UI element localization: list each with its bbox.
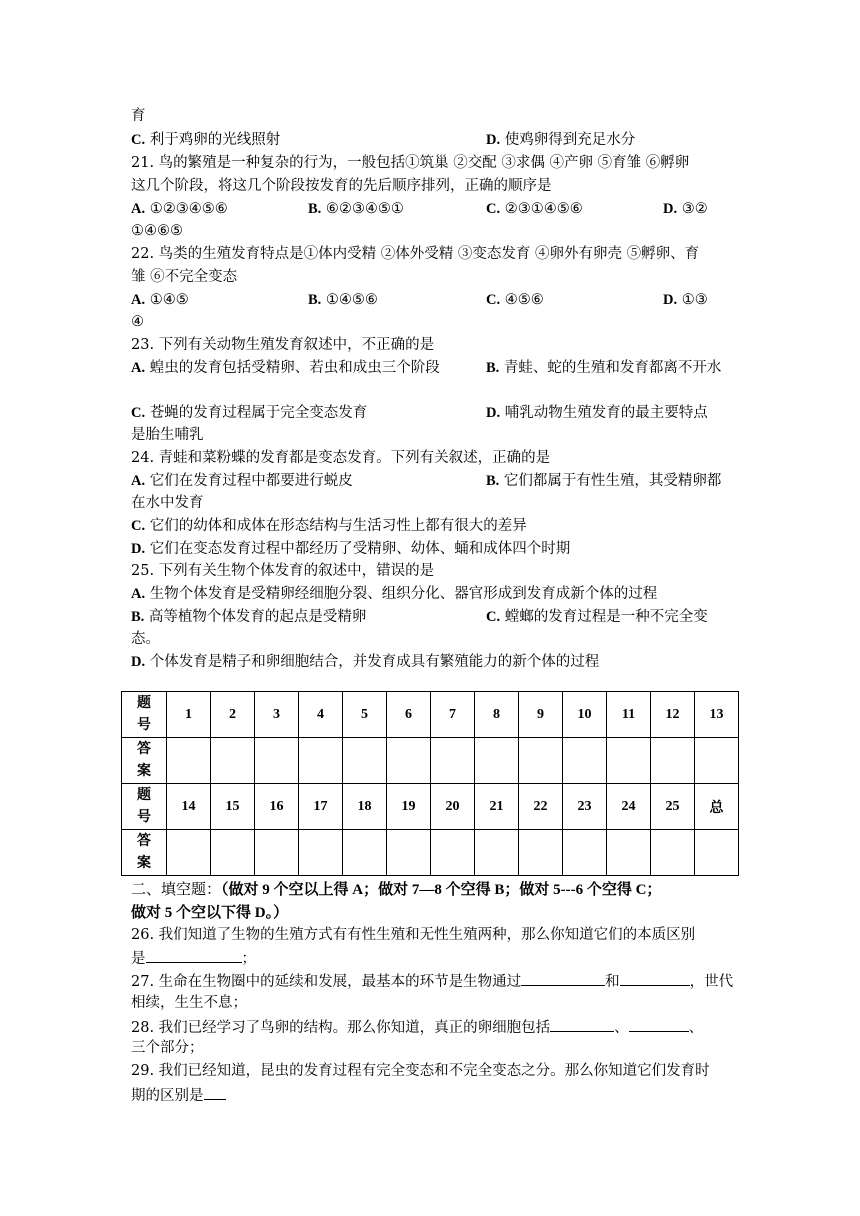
question-number-cell: 6 — [387, 692, 431, 738]
question-number-cell: 14 — [167, 784, 211, 830]
row-header: 答 案 — [122, 830, 167, 876]
row-header: 题 号 — [122, 692, 167, 738]
table-row — [122, 830, 739, 876]
q21-option-b: B. ⑥②③④⑤① — [308, 201, 404, 217]
answer-cell[interactable] — [607, 830, 651, 876]
section-heading-cont: 做对 5 个空以下得 D。） — [131, 905, 289, 921]
question-23: 23. 下列有关动物生殖发育叙述中，不正确的是 — [131, 337, 435, 353]
q22-option-b: B. ①④⑤⑥ — [308, 292, 378, 308]
answer-cell[interactable] — [255, 738, 299, 784]
question-number-cell: 13 — [695, 692, 739, 738]
answer-blank[interactable] — [146, 948, 242, 963]
question-number-cell: 23 — [563, 784, 607, 830]
row-header: 答 案 — [122, 738, 167, 784]
answer-cell[interactable] — [211, 738, 255, 784]
question-21: 21. 鸟的繁殖是一种复杂的行为，一般包括①筑巢 ②交配 ③求偶 ④产卵 ⑤育雏 ⑥孵卵 — [131, 155, 690, 171]
question-number-cell: 12 — [651, 692, 695, 738]
q23-option-d: D. 哺乳动物生殖发育的最主要特点 — [486, 405, 708, 421]
question-25: 25. 下列有关生物个体发育的叙述中，错误的是 — [131, 563, 435, 579]
question-number-cell: 4 — [299, 692, 343, 738]
answer-cell[interactable] — [651, 738, 695, 784]
question-number-cell: 5 — [343, 692, 387, 738]
q22-option-c: C. ④⑤⑥ — [486, 292, 544, 308]
question-26-cont: 是 ； — [131, 948, 256, 968]
q23-option-b: B. 青蛙、蛇的生殖和发育都离不开水 — [486, 360, 722, 376]
question-22-cont: 雏 ⑥不完全变态 — [131, 269, 238, 285]
answer-cell[interactable] — [343, 830, 387, 876]
question-27-cont: 相续，生生不息； — [131, 995, 247, 1011]
q25-option-a: A. 生物个体发育是受精卵经细胞分裂、组织分化、器官形成到发育成新个体的过程 — [131, 586, 658, 602]
question-number-cell: 21 — [475, 784, 519, 830]
answer-cell[interactable] — [167, 738, 211, 784]
q22-option-d-cont: ④ — [131, 314, 144, 330]
question-26: 26. 我们知道了生物的生殖方式有有性生殖和无性生殖两种，那么你知道它们的本质区别 — [131, 927, 696, 943]
answer-blank[interactable] — [204, 1085, 226, 1100]
answer-cell[interactable] — [607, 738, 651, 784]
q23-option-c: C. 苍蝇的发育过程属于完全变态发育 — [131, 405, 368, 421]
q25-option-d: D. 个体发育是精子和卵细胞结合，并发育成具有繁殖能力的新个体的过程 — [131, 654, 600, 670]
q21-option-c: C. ②③①④⑤⑥ — [486, 201, 583, 217]
question-number-cell: 10 — [563, 692, 607, 738]
q23-option-a: A. 蝗虫的发育包括受精卵、若虫和成虫三个阶段 — [131, 360, 440, 376]
question-number-cell: 19 — [387, 784, 431, 830]
q24-option-d: D. 它们在变态发育过程中都经历了受精卵、幼体、蛹和成体四个时期 — [131, 541, 571, 557]
q24-option-c: C. 它们的幼体和成体在形态结构与生活习性上都有很大的差异 — [131, 518, 527, 534]
answer-cell[interactable] — [343, 738, 387, 784]
answer-cell[interactable] — [519, 738, 563, 784]
q25-option-c: C. 螳螂的发育过程是一种不完全变 — [486, 609, 708, 625]
question-24: 24. 青蛙和菜粉蝶的发育都是变态发育。下列有关叙述，正确的是 — [131, 450, 551, 466]
question-28: 28. 我们已经学习了鸟卵的结构。那么你知道，真正的卵细胞包括 、 、 — [131, 1017, 703, 1037]
answer-cell[interactable] — [387, 830, 431, 876]
answer-cell[interactable] — [651, 830, 695, 876]
question-number-cell: 7 — [431, 692, 475, 738]
answer-cell[interactable] — [475, 830, 519, 876]
question-number-cell: 2 — [211, 692, 255, 738]
answer-blank[interactable] — [629, 1017, 689, 1032]
option-c: 利于鸡卵的光线照射 — [149, 132, 281, 148]
q25-option-c-cont: 态。 — [131, 631, 160, 647]
question-number-cell: 15 — [211, 784, 255, 830]
answer-cell[interactable] — [519, 830, 563, 876]
question-number-cell: 25 — [651, 784, 695, 830]
q24-option-a: A. 它们在发育过程中都要进行蜕皮 — [131, 473, 353, 489]
question-number-cell: 1 — [167, 692, 211, 738]
answer-cell[interactable] — [475, 738, 519, 784]
question-21-cont: 这几个阶段，将这几个阶段按发育的先后顺序排列，正确的顺序是 — [131, 178, 552, 194]
table-row — [122, 738, 739, 784]
q23-option-d-cont: 是胎生哺乳 — [131, 427, 204, 443]
answer-cell[interactable] — [695, 830, 739, 876]
q21-option-d-cont: ①④⑥⑤ — [131, 223, 183, 239]
answer-cell[interactable] — [255, 830, 299, 876]
answer-table — [121, 691, 739, 876]
answer-blank[interactable] — [521, 971, 605, 986]
answer-cell[interactable] — [387, 738, 431, 784]
question-number-cell: 11 — [607, 692, 651, 738]
option-d: D. 使鸡卵得到充足水分 — [486, 132, 636, 148]
answer-cell[interactable] — [431, 830, 475, 876]
question-number-cell: 18 — [343, 784, 387, 830]
q25-option-b: B. 高等植物个体发育的起点是受精卵 — [131, 609, 367, 625]
q24-option-b: B. 它们都属于有性生殖，其受精卵都 — [486, 473, 722, 489]
q21-option-a: A. ①②③④⑤⑥ — [131, 201, 228, 217]
answer-cell[interactable] — [563, 738, 607, 784]
table-row — [122, 692, 739, 738]
question-number-cell: 20 — [431, 784, 475, 830]
question-29-cont: 期的区别是 — [131, 1085, 226, 1105]
q21-option-d: D. ③② — [663, 201, 708, 217]
question-28-cont: 三个部分； — [131, 1040, 204, 1056]
section-heading: 二、填空题：（做对 9 个空以上得 A；做对 7—8 个空得 B；做对 5---6 个空得 C； — [131, 880, 662, 898]
option-row: C. 利于鸡卵的光线照射 — [131, 132, 281, 148]
answer-blank[interactable] — [550, 1017, 614, 1032]
total-cell: 总 — [695, 784, 739, 830]
answer-cell[interactable] — [431, 738, 475, 784]
table-row — [122, 784, 739, 830]
row-header: 题 号 — [122, 784, 167, 830]
q22-option-a: A. ①④⑤ — [131, 292, 189, 308]
question-number-cell: 3 — [255, 692, 299, 738]
question-number-cell: 16 — [255, 784, 299, 830]
question-number-cell: 8 — [475, 692, 519, 738]
text-line: 育 — [131, 108, 146, 124]
question-number-cell: 9 — [519, 692, 563, 738]
answer-cell[interactable] — [299, 830, 343, 876]
question-number-cell: 22 — [519, 784, 563, 830]
question-27: 27. 生命在生物圈中的延续和发展，最基本的环节是生物通过 和 ，世代 — [131, 971, 733, 991]
question-22: 22. 鸟类的生殖发育特点是①体内受精 ②体外受精 ③变态发育 ④卵外有卵壳 ⑤孵卵、育 — [131, 246, 700, 262]
answer-cell[interactable] — [299, 738, 343, 784]
answer-cell[interactable] — [695, 738, 739, 784]
question-number-cell: 24 — [607, 784, 651, 830]
answer-blank[interactable] — [620, 971, 690, 986]
question-number-cell: 17 — [299, 784, 343, 830]
answer-cell[interactable] — [563, 830, 607, 876]
answer-cell[interactable] — [167, 830, 211, 876]
q24-option-b-cont: 在水中发育 — [131, 495, 204, 511]
q22-option-d: D. ①③ — [663, 292, 708, 308]
answer-cell[interactable] — [211, 830, 255, 876]
question-29: 29. 我们已经知道，昆虫的发育过程有完全变态和不完全变态之分。那么你知道它们发育时 — [131, 1063, 710, 1079]
